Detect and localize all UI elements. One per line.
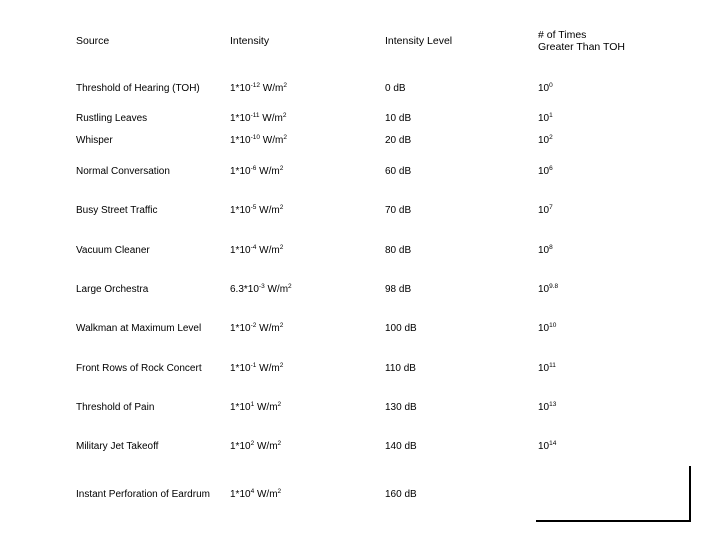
intensity-cell <box>230 113 286 125</box>
source-cell: Busy Street Traffic <box>76 205 158 216</box>
times-exponent: 10 <box>549 322 557 329</box>
times-exponent: 7 <box>549 204 553 211</box>
intensity-level-cell: 70 dB <box>385 205 412 216</box>
intensity-unit: W/m <box>259 135 284 146</box>
intensity-exponent: -2 <box>250 322 257 329</box>
source-cell: Instant Perforation of Eardrum <box>76 489 210 500</box>
intensity-cell <box>230 441 281 453</box>
times-greater-cell <box>538 113 553 125</box>
intensity-unit-squared: 2 <box>277 440 282 447</box>
times-base: 10 <box>538 245 550 256</box>
intensity-unit: W/m <box>256 363 280 374</box>
intensity-base: 1*10 <box>230 245 251 256</box>
intensity-base: 1*10 <box>230 113 251 124</box>
times-greater-cell <box>538 441 556 453</box>
intensity-cell <box>230 489 281 501</box>
intensity-exponent: -3 <box>258 283 265 290</box>
times-greater-cell <box>538 245 553 257</box>
intensity-unit: W/m <box>256 245 280 256</box>
intensity-cell <box>230 323 283 335</box>
source-cell: Threshold of Hearing (TOH) <box>76 83 200 94</box>
times-exponent: 9.8 <box>549 283 559 290</box>
times-base: 10 <box>538 83 550 94</box>
times-exponent: 0 <box>549 82 553 89</box>
intensity-base: 1*10 <box>230 363 251 374</box>
intensity-unit: W/m <box>254 402 278 413</box>
intensity-unit-squared: 2 <box>279 322 284 329</box>
source-cell: Front Rows of Rock Concert <box>76 363 202 374</box>
intensity-level-cell: 130 dB <box>385 402 417 413</box>
source-cell: Normal Conversation <box>76 166 170 177</box>
source-cell: Walkman at Maximum Level <box>76 323 202 334</box>
intensity-unit: W/m <box>254 441 278 452</box>
intensity-base: 1*10 <box>230 166 251 177</box>
times-base: 10 <box>538 284 550 295</box>
intensity-unit-squared: 2 <box>283 134 287 141</box>
intensity-exponent: -4 <box>250 244 257 251</box>
times-exponent: 1 <box>549 112 553 119</box>
times-base: 10 <box>538 113 550 124</box>
intensity-cell <box>230 83 287 95</box>
times-greater-cell <box>538 166 553 178</box>
times-exponent: 8 <box>549 244 553 251</box>
intensity-unit-squared: 2 <box>279 244 284 251</box>
times-base: 10 <box>538 323 550 334</box>
intensity-unit-squared: 2 <box>279 362 284 369</box>
intensity-cell <box>230 205 283 217</box>
times-base: 10 <box>538 205 550 216</box>
intensity-level-cell: 140 dB <box>385 441 417 452</box>
intensity-level-cell: 10 dB <box>385 113 412 124</box>
intensity-unit: W/m <box>254 489 278 500</box>
times-greater-cell <box>538 323 556 335</box>
times-base: 10 <box>538 166 550 177</box>
times-exponent: 6 <box>549 165 553 172</box>
intensity-unit: W/m <box>259 83 284 94</box>
intensity-base: 1*10 <box>230 135 251 146</box>
intensity-exponent: -12 <box>250 82 260 89</box>
intensity-cell <box>230 402 281 414</box>
corner-line-vertical <box>689 466 691 522</box>
header-times-greater: # of Times Greater Than TOH <box>538 29 625 53</box>
header-source: Source <box>76 35 110 47</box>
intensity-cell <box>230 363 283 375</box>
intensity-base: 1*10 <box>230 402 251 413</box>
source-cell: Military Jet Takeoff <box>76 441 159 452</box>
intensity-base: 1*10 <box>230 323 251 334</box>
times-greater-cell <box>538 135 553 147</box>
intensity-base: 1*10 <box>230 83 251 94</box>
intensity-cell <box>230 245 283 257</box>
intensity-exponent: -1 <box>250 362 257 369</box>
intensity-level-cell: 98 dB <box>385 284 412 295</box>
intensity-unit-squared: 2 <box>277 488 282 495</box>
intensity-unit-squared: 2 <box>279 165 284 172</box>
intensity-unit: W/m <box>256 166 280 177</box>
times-exponent: 11 <box>549 362 556 369</box>
intensity-exponent: -11 <box>250 112 260 119</box>
intensity-cell <box>230 284 292 296</box>
intensity-unit-squared: 2 <box>277 401 282 408</box>
intensity-level-cell: 20 dB <box>385 135 412 146</box>
source-cell: Large Orchestra <box>76 284 149 295</box>
intensity-base: 1*10 <box>230 441 251 452</box>
times-greater-cell <box>538 205 553 217</box>
intensity-unit-squared: 2 <box>279 204 284 211</box>
intensity-unit: W/m <box>256 323 280 334</box>
times-greater-cell <box>538 363 556 375</box>
intensity-exponent: -5 <box>250 204 257 211</box>
times-base: 10 <box>538 363 550 374</box>
intensity-level-cell: 0 dB <box>385 83 406 94</box>
intensity-exponent: -6 <box>250 165 257 172</box>
intensity-exponent: 4 <box>250 488 255 495</box>
intensity-exponent: -10 <box>250 134 260 141</box>
times-greater-cell <box>538 83 553 95</box>
header-intensity: Intensity <box>230 35 270 47</box>
intensity-level-cell: 100 dB <box>385 323 417 334</box>
times-base: 10 <box>538 402 550 413</box>
source-cell: Vacuum Cleaner <box>76 245 150 256</box>
intensity-unit-squared: 2 <box>288 283 292 290</box>
times-exponent: 14 <box>549 440 557 447</box>
times-base: 10 <box>538 441 550 452</box>
header-intensity-level: Intensity Level <box>385 35 453 47</box>
intensity-level-cell: 110 dB <box>385 363 416 374</box>
intensity-unit-squared: 2 <box>282 112 287 119</box>
corner-line-horizontal <box>536 520 691 522</box>
intensity-base: 6.3*10 <box>230 284 259 295</box>
intensity-unit: W/m <box>256 205 280 216</box>
intensity-unit-squared: 2 <box>283 82 287 89</box>
times-greater-cell <box>538 402 556 414</box>
source-cell: Rustling Leaves <box>76 113 148 124</box>
intensity-unit: W/m <box>264 284 289 295</box>
times-base: 10 <box>538 135 550 146</box>
intensity-cell <box>230 166 283 178</box>
intensity-unit: W/m <box>259 113 283 124</box>
intensity-level-cell: 160 dB <box>385 489 417 500</box>
times-exponent: 2 <box>549 134 553 141</box>
intensity-level-cell: 60 dB <box>385 166 412 177</box>
source-cell: Whisper <box>76 135 113 146</box>
times-greater-cell <box>538 284 558 296</box>
intensity-base: 1*10 <box>230 489 251 500</box>
source-cell: Threshold of Pain <box>76 402 155 413</box>
intensity-exponent: 2 <box>250 440 255 447</box>
intensity-exponent: 1 <box>250 401 255 408</box>
intensity-base: 1*10 <box>230 205 251 216</box>
intensity-cell <box>230 135 287 147</box>
intensity-level-cell: 80 dB <box>385 245 412 256</box>
times-exponent: 13 <box>549 401 557 408</box>
